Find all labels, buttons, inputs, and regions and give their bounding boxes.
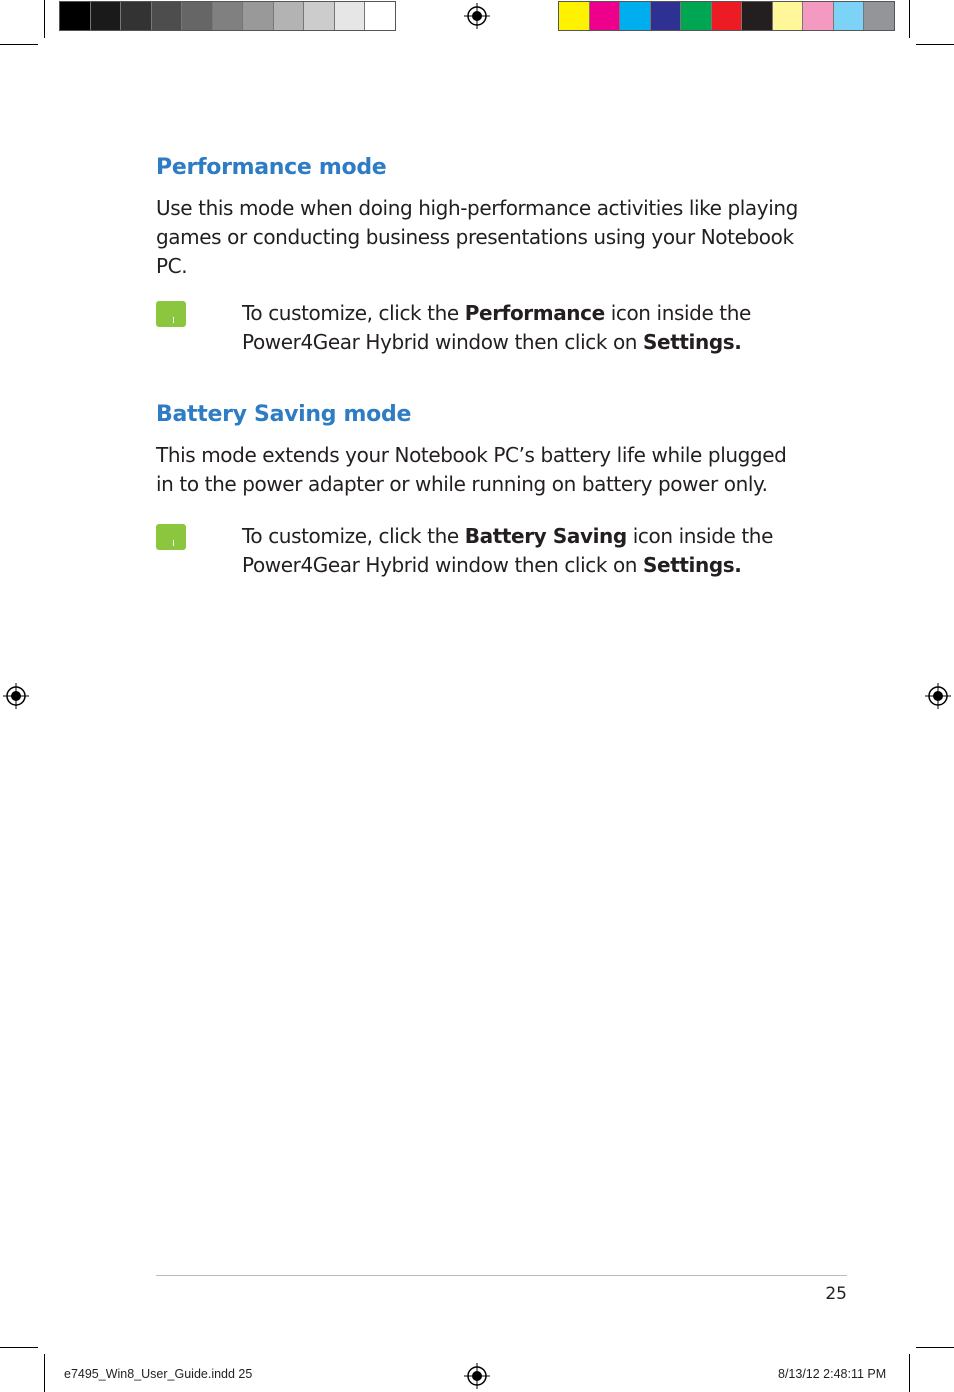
crop-mark (916, 44, 954, 45)
section-heading: Battery Saving mode (156, 402, 412, 427)
battery-saving-mode-section (156, 402, 806, 499)
color-swatch (651, 2, 682, 30)
note-bold-settings: Settings. (643, 330, 742, 354)
color-swatch (834, 2, 865, 30)
color-swatch (304, 2, 335, 30)
color-swatch (559, 2, 590, 30)
section-body: Use this mode when doing high-performance activities like playing games or conducting business presentations using your Notebook PC. (156, 196, 798, 278)
note-middle: icon inside the Power4Gear Hybrid window then click on (242, 301, 751, 354)
color-swatch (712, 2, 743, 30)
color-swatch (182, 2, 213, 30)
slug-date-info: 8/13/12 2:48:11 PM (778, 1367, 887, 1381)
crop-mark (909, 1354, 910, 1392)
note-icon (156, 301, 186, 327)
color-swatch (773, 2, 804, 30)
color-swatch (365, 2, 395, 30)
color-swatch (864, 2, 894, 30)
registration-mark-icon (925, 683, 951, 709)
grayscale-color-bar (59, 1, 396, 31)
color-swatch (213, 2, 244, 30)
crop-mark (44, 0, 45, 38)
note-icon (156, 524, 186, 550)
color-swatch (681, 2, 712, 30)
color-swatch (803, 2, 834, 30)
performance-mode-section (156, 155, 806, 281)
footer-rule (156, 1275, 847, 1276)
color-swatch (91, 2, 122, 30)
note-bold-settings: Settings. (643, 553, 742, 577)
registration-mark-icon (3, 683, 29, 709)
note-bold-term: Performance (464, 301, 605, 325)
note-text (242, 299, 812, 357)
note-text (242, 522, 812, 580)
process-color-bar (558, 1, 895, 31)
section-body: This mode extends your Notebook PC’s battery life while plugged in to the power adapter or while running on battery power only. (156, 443, 787, 496)
note-prefix: To customize, click the (242, 524, 465, 548)
crop-mark (909, 0, 910, 38)
crop-mark (0, 1347, 38, 1348)
registration-mark-icon (464, 3, 490, 29)
color-swatch (274, 2, 305, 30)
slug-file-info: e7495_Win8_User_Guide.indd 25 (64, 1367, 253, 1381)
color-swatch (590, 2, 621, 30)
crop-mark (916, 1347, 954, 1348)
registration-mark-icon (464, 1363, 490, 1389)
color-swatch (620, 2, 651, 30)
page-number: 25 (825, 1284, 847, 1304)
note-prefix: To customize, click the (242, 301, 465, 325)
color-swatch (60, 2, 91, 30)
color-swatch (152, 2, 183, 30)
section-heading: Performance mode (156, 155, 387, 180)
crop-mark (44, 1354, 45, 1392)
note-middle: icon inside the Power4Gear Hybrid window then click on (242, 524, 773, 577)
note-bold-term: Battery Saving (464, 524, 627, 548)
color-swatch (742, 2, 773, 30)
color-swatch (243, 2, 274, 30)
crop-mark (0, 44, 38, 45)
color-swatch (335, 2, 366, 30)
color-swatch (121, 2, 152, 30)
